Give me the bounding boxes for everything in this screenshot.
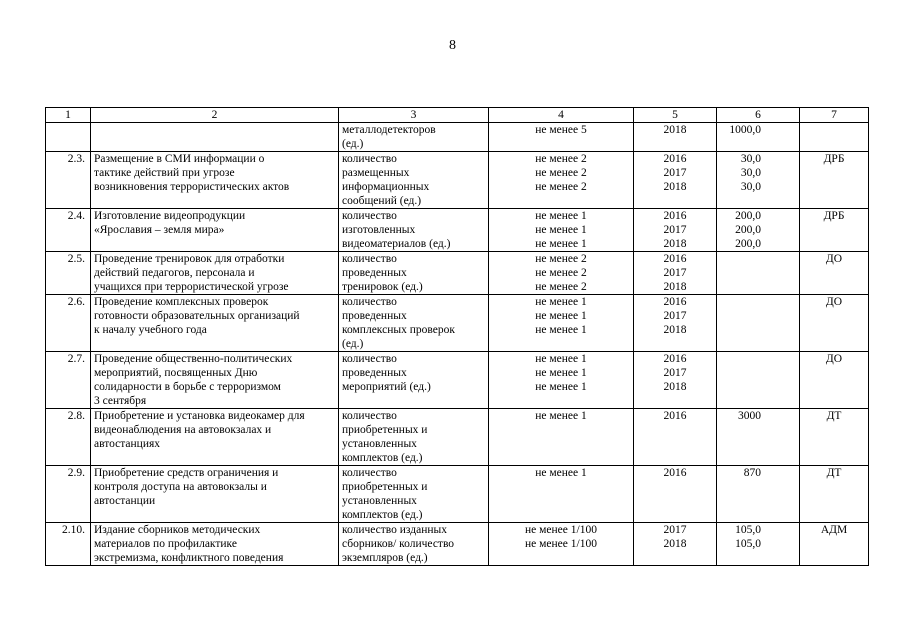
amount-line: 200,0	[735, 238, 761, 250]
header-cell: 2	[91, 108, 339, 123]
row-number-cell: 2.6.	[46, 295, 91, 352]
action-cell	[91, 523, 339, 566]
indicator-cell	[339, 123, 489, 152]
amount-line: 1000,0	[729, 124, 761, 136]
indicator-cell	[339, 209, 489, 252]
indicator-cell	[339, 409, 489, 466]
action-line: экстремизма, конфликтного поведения	[94, 552, 284, 564]
indicator-line: сообщений (ед.)	[342, 195, 422, 207]
year-line: 2016	[663, 253, 687, 265]
year-line: 2016	[663, 410, 687, 422]
year-line: 2017	[663, 367, 687, 379]
value-line: не менее 2	[535, 267, 587, 279]
amount-cell	[717, 209, 800, 252]
indicator-line: мероприятий (ед.)	[342, 381, 431, 393]
amount-line: 200,0	[735, 210, 761, 222]
indicator-line: (ед.)	[342, 138, 364, 150]
row-number-cell: 2.8.	[46, 409, 91, 466]
indicator-line: тренировок (ед.)	[342, 281, 423, 293]
action-line: контроля доступа на автовокзалы и	[94, 481, 267, 493]
action-cell	[91, 252, 339, 295]
amount-cell	[717, 295, 800, 352]
action-cell	[91, 209, 339, 252]
executor-cell: ДО	[800, 352, 869, 409]
action-line: видеонаблюдения на автовокзалах и	[94, 424, 272, 436]
action-line: мероприятий, посвященных Дню	[94, 367, 258, 379]
year-cell	[634, 466, 717, 523]
action-line: готовности образовательных организаций	[94, 310, 300, 322]
action-cell	[91, 466, 339, 523]
indicator-cell	[339, 152, 489, 209]
value-cell	[489, 295, 634, 352]
action-cell	[91, 352, 339, 409]
value-line: не менее 1	[535, 324, 587, 336]
executor-cell	[800, 123, 869, 152]
table-header-row	[46, 108, 869, 123]
amount-line: 200,0	[735, 224, 761, 236]
action-line: материалов по профилактике	[94, 538, 237, 550]
action-cell	[91, 295, 339, 352]
value-cell	[489, 152, 634, 209]
amount-line: 30,0	[740, 167, 761, 179]
indicator-line: сборников/ количество	[342, 538, 455, 550]
indicator-line: металлодетекторов	[342, 124, 436, 136]
indicator-line: комплектов (ед.)	[342, 452, 423, 464]
action-cell	[91, 152, 339, 209]
year-line: 2018	[663, 281, 687, 293]
year-line: 2016	[663, 353, 687, 365]
executor-cell: АДМ	[800, 523, 869, 566]
executor-cell: ДТ	[800, 466, 869, 523]
year-cell	[634, 352, 717, 409]
indicator-line: комплексных проверок	[342, 324, 455, 336]
year-line: 2016	[663, 296, 687, 308]
indicator-cell	[339, 466, 489, 523]
amount-cell	[717, 152, 800, 209]
table-row	[46, 295, 869, 352]
action-line: солидарности в борьбе с терроризмом	[94, 381, 281, 393]
year-cell	[634, 209, 717, 252]
value-line: не менее 1	[535, 296, 587, 308]
year-cell	[634, 123, 717, 152]
value-line: не менее 5	[535, 124, 587, 136]
action-line: действий педагогов, персонала и	[94, 267, 255, 279]
year-line: 2016	[663, 153, 687, 165]
action-line: к началу учебного года	[94, 324, 207, 336]
indicator-line: видеоматериалов (ед.)	[342, 238, 451, 250]
value-line: не менее 2	[535, 181, 587, 193]
amount-line: 105,0	[735, 524, 761, 536]
row-number-cell: 2.9.	[46, 466, 91, 523]
table-row	[46, 466, 869, 523]
year-line: 2017	[663, 310, 687, 322]
indicator-line: проведенных	[342, 267, 407, 279]
action-line: Издание сборников методических	[94, 524, 261, 536]
table-row	[46, 352, 869, 409]
action-line: тактике действий при угрозе	[94, 167, 235, 179]
page-number: 8	[449, 38, 456, 53]
indicator-line: приобретенных и	[342, 424, 428, 436]
year-cell	[634, 152, 717, 209]
indicator-cell	[339, 295, 489, 352]
row-number-cell: 2.3.	[46, 152, 91, 209]
indicator-line: комплектов (ед.)	[342, 509, 423, 521]
action-line: 3 сентября	[94, 395, 147, 407]
table-row	[46, 209, 869, 252]
table-row	[46, 409, 869, 466]
action-line: «Ярославия – земля мира»	[94, 224, 225, 236]
indicator-line: проведенных	[342, 367, 407, 379]
executor-cell: ДТ	[800, 409, 869, 466]
value-line: не менее 1	[535, 210, 587, 222]
row-number-cell	[46, 123, 91, 152]
row-number-cell: 2.7.	[46, 352, 91, 409]
value-cell	[489, 123, 634, 152]
action-cell	[91, 409, 339, 466]
action-line: возникновения террористических актов	[94, 181, 290, 193]
year-line: 2016	[663, 210, 687, 222]
indicator-cell	[339, 523, 489, 566]
header-cell: 7	[800, 108, 869, 123]
table-row	[46, 152, 869, 209]
indicator-line: установленных	[342, 495, 417, 507]
action-line: Изготовление видеопродукции	[94, 210, 246, 222]
row-number-cell: 2.5.	[46, 252, 91, 295]
table-row	[46, 123, 869, 152]
header-cell: 4	[489, 108, 634, 123]
value-line: не менее 1	[535, 367, 587, 379]
amount-cell	[717, 523, 800, 566]
indicator-line: количество	[342, 153, 397, 165]
value-line: не менее 2	[535, 253, 587, 265]
indicator-line: количество	[342, 410, 397, 422]
year-line: 2017	[663, 267, 687, 279]
value-line: не менее 1	[535, 224, 587, 236]
action-line: Размещение в СМИ информации о	[94, 153, 265, 165]
amount-line: 30,0	[740, 153, 761, 165]
action-line: Проведение комплексных проверок	[94, 296, 269, 308]
amount-cell	[717, 466, 800, 523]
value-line: не менее 1	[535, 410, 587, 422]
indicator-line: количество	[342, 296, 397, 308]
value-line: не менее 2	[535, 281, 587, 293]
indicator-line: (ед.)	[342, 338, 364, 350]
header-cell: 6	[717, 108, 800, 123]
year-line: 2018	[663, 124, 687, 136]
action-line: Проведение общественно-политических	[94, 353, 293, 365]
action-cell	[91, 123, 339, 152]
executor-cell: ДРБ	[800, 152, 869, 209]
indicator-line: изготовленных	[342, 224, 416, 236]
indicator-line: информационных	[342, 181, 430, 193]
year-line: 2016	[663, 467, 687, 479]
year-line: 2018	[663, 538, 687, 550]
amount-cell	[717, 352, 800, 409]
indicator-line: размещенных	[342, 167, 410, 179]
action-line: Проведение тренировок для отработки	[94, 253, 285, 265]
table-row	[46, 252, 869, 295]
executor-cell: ДО	[800, 295, 869, 352]
table-row	[46, 523, 869, 566]
value-line: не менее 1	[535, 310, 587, 322]
value-cell	[489, 352, 634, 409]
header-cell: 1	[46, 108, 91, 123]
year-cell	[634, 409, 717, 466]
year-line: 2018	[663, 181, 687, 193]
row-number-cell: 2.10.	[46, 523, 91, 566]
indicator-line: установленных	[342, 438, 417, 450]
value-line: не менее 1	[535, 238, 587, 250]
program-table	[45, 107, 869, 566]
indicator-line: экземпляров (ед.)	[342, 552, 428, 564]
action-line: автостанции	[94, 495, 156, 507]
amount-cell	[717, 123, 800, 152]
year-line: 2017	[663, 524, 687, 536]
action-line: автостанциях	[94, 438, 161, 450]
indicator-line: количество	[342, 353, 397, 365]
amount-line: 3000	[738, 410, 761, 422]
indicator-cell	[339, 252, 489, 295]
amount-cell	[717, 252, 800, 295]
value-line: не менее 1	[535, 467, 587, 479]
year-cell	[634, 295, 717, 352]
year-line: 2018	[663, 324, 687, 336]
header-cell: 3	[339, 108, 489, 123]
value-line: не менее 1/100	[525, 538, 597, 550]
action-line: Приобретение и установка видеокамер для	[94, 410, 305, 422]
indicator-line: количество	[342, 210, 397, 222]
value-cell	[489, 409, 634, 466]
value-line: не менее 2	[535, 167, 587, 179]
value-line: не менее 1	[535, 381, 587, 393]
value-cell	[489, 252, 634, 295]
indicator-line: приобретенных и	[342, 481, 428, 493]
action-line: учащихся при террористической угрозе	[94, 281, 289, 293]
value-cell	[489, 523, 634, 566]
year-line: 2018	[663, 381, 687, 393]
value-line: не менее 2	[535, 153, 587, 165]
indicator-line: проведенных	[342, 310, 407, 322]
value-cell	[489, 209, 634, 252]
indicator-line: количество	[342, 467, 397, 479]
indicator-cell	[339, 352, 489, 409]
indicator-line: количество изданных	[342, 524, 448, 536]
year-cell	[634, 252, 717, 295]
year-line: 2017	[663, 224, 687, 236]
header-cell: 5	[634, 108, 717, 123]
amount-cell	[717, 409, 800, 466]
row-number-cell: 2.4.	[46, 209, 91, 252]
action-line: Приобретение средств ограничения и	[94, 467, 279, 479]
executor-cell: ДО	[800, 252, 869, 295]
amount-line: 105,0	[735, 538, 761, 550]
year-cell	[634, 523, 717, 566]
executor-cell: ДРБ	[800, 209, 869, 252]
value-line: не менее 1	[535, 353, 587, 365]
amount-line: 30,0	[740, 181, 761, 193]
year-line: 2018	[663, 238, 687, 250]
value-line: не менее 1/100	[525, 524, 597, 536]
indicator-line: количество	[342, 253, 397, 265]
value-cell	[489, 466, 634, 523]
year-line: 2017	[663, 167, 687, 179]
amount-line: 870	[743, 467, 761, 479]
